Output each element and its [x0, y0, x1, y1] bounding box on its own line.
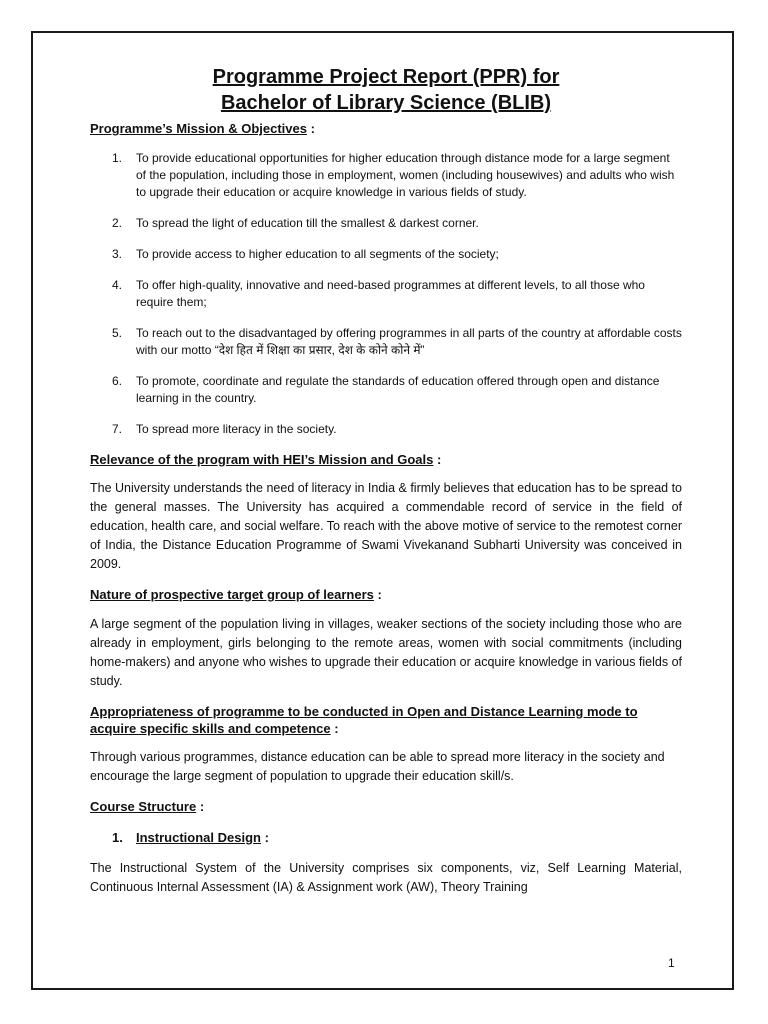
relevance-heading	[90, 451, 682, 468]
page-number: 1	[668, 956, 675, 970]
appropriateness-heading-colon: :	[330, 721, 339, 736]
list-item-number: 2.	[112, 216, 123, 230]
appropriateness-heading	[90, 703, 682, 737]
appropriateness-heading-text: Appropriateness of programme to be conducted in Open and Distance Learning mode to acquire specific skills and competence	[90, 704, 638, 736]
list-item-number: 4.	[112, 278, 123, 292]
list-item-text: To spread more literacy in the society.	[136, 422, 337, 436]
relevance-heading-text: Relevance of the program with HEI’s Mission and Goals	[90, 452, 434, 467]
document-body	[90, 64, 682, 897]
mission-heading-text: Programme’s Mission & Objectives	[90, 121, 307, 136]
mission-heading	[90, 120, 682, 137]
list-item	[90, 325, 682, 359]
list-item	[90, 277, 682, 311]
document-title	[90, 64, 682, 116]
list-item-number: 3.	[112, 247, 123, 261]
course-structure-heading-text: Course Structure	[90, 799, 197, 814]
instructional-design-paragraph: The Instructional System of the University comprises six components, viz, Self Learning Material, Continuous Internal Assessment (IA) & Assignment work (AW), Theory Training	[90, 861, 682, 894]
objectives-list	[90, 150, 682, 438]
relevance-heading-colon: :	[433, 452, 442, 467]
list-item	[90, 150, 682, 201]
title-line-2: Bachelor of Library Science (BLIB)	[220, 92, 552, 114]
list-item	[90, 373, 682, 407]
target-group-paragraph: A large segment of the population living in villages, weaker sections of the society including those who are already in employment, girls belonging to the remote areas, women with social commitments (including home-makers) and anyone who wishes to upgrade their education or acquire knowledge in various fields of study.	[90, 617, 683, 688]
list-item-text: To promote, coordinate and regulate the standards of education offered through open and distance learning in the country.	[136, 374, 660, 405]
list-item-number: 7.	[112, 422, 123, 436]
instructional-design-item	[90, 829, 682, 846]
course-structure-heading-colon: :	[196, 799, 205, 814]
list-item	[90, 421, 682, 438]
list-item-number: 1.	[112, 151, 123, 165]
target-group-heading-colon: :	[373, 587, 382, 602]
instructional-design-colon: :	[260, 830, 269, 845]
list-item-text: To reach out to the disadvantaged by offering programmes in all parts of the country at affordable costs with our motto “देश हित में शिक्षा का प्रसार, देश के कोने कोने में”	[136, 326, 682, 357]
title-line-1: Programme Project Report (PPR) for	[212, 66, 560, 88]
course-structure-heading	[90, 798, 682, 815]
instructional-design-heading: Instructional Design	[136, 830, 261, 845]
appropriateness-paragraph: Through various programmes, distance education can be able to spread more literacy in the society and encourage the large segment of population to upgrade their education skill/s.	[90, 750, 665, 783]
relevance-paragraph: The University understands the need of literacy in India & firmly believes that education has to be spread to the general masses. The University has acquired a commendable record of service in the field of education, health care, and social welfare. To reach with the above motive of service to the remotest corner of India, the Distance Education Programme of Swami Vivekanand Subharti University was conceived in 2009.	[90, 481, 682, 571]
target-group-heading-text: Nature of prospective target group of learners	[90, 587, 374, 602]
list-item-text: To offer high-quality, innovative and need-based programmes at different levels, to all those who require them;	[136, 278, 645, 309]
list-item-text: To provide educational opportunities for higher education through distance mode for a large segment of the population, including those in employment, women (including housewives) and adults who wish to upgrade their education or acquire knowledge in various fields of study.	[136, 151, 675, 199]
list-item-number: 6.	[112, 374, 123, 388]
list-item-text: To spread the light of education till the smallest & darkest corner.	[136, 216, 479, 230]
mission-heading-colon: :	[306, 121, 315, 136]
target-group-heading	[90, 586, 682, 603]
list-item-text: To provide access to higher education to all segments of the society;	[136, 247, 499, 261]
list-item-number: 1.	[112, 830, 123, 845]
list-item	[90, 246, 682, 263]
list-item-number: 5.	[112, 326, 123, 340]
list-item	[90, 215, 682, 232]
